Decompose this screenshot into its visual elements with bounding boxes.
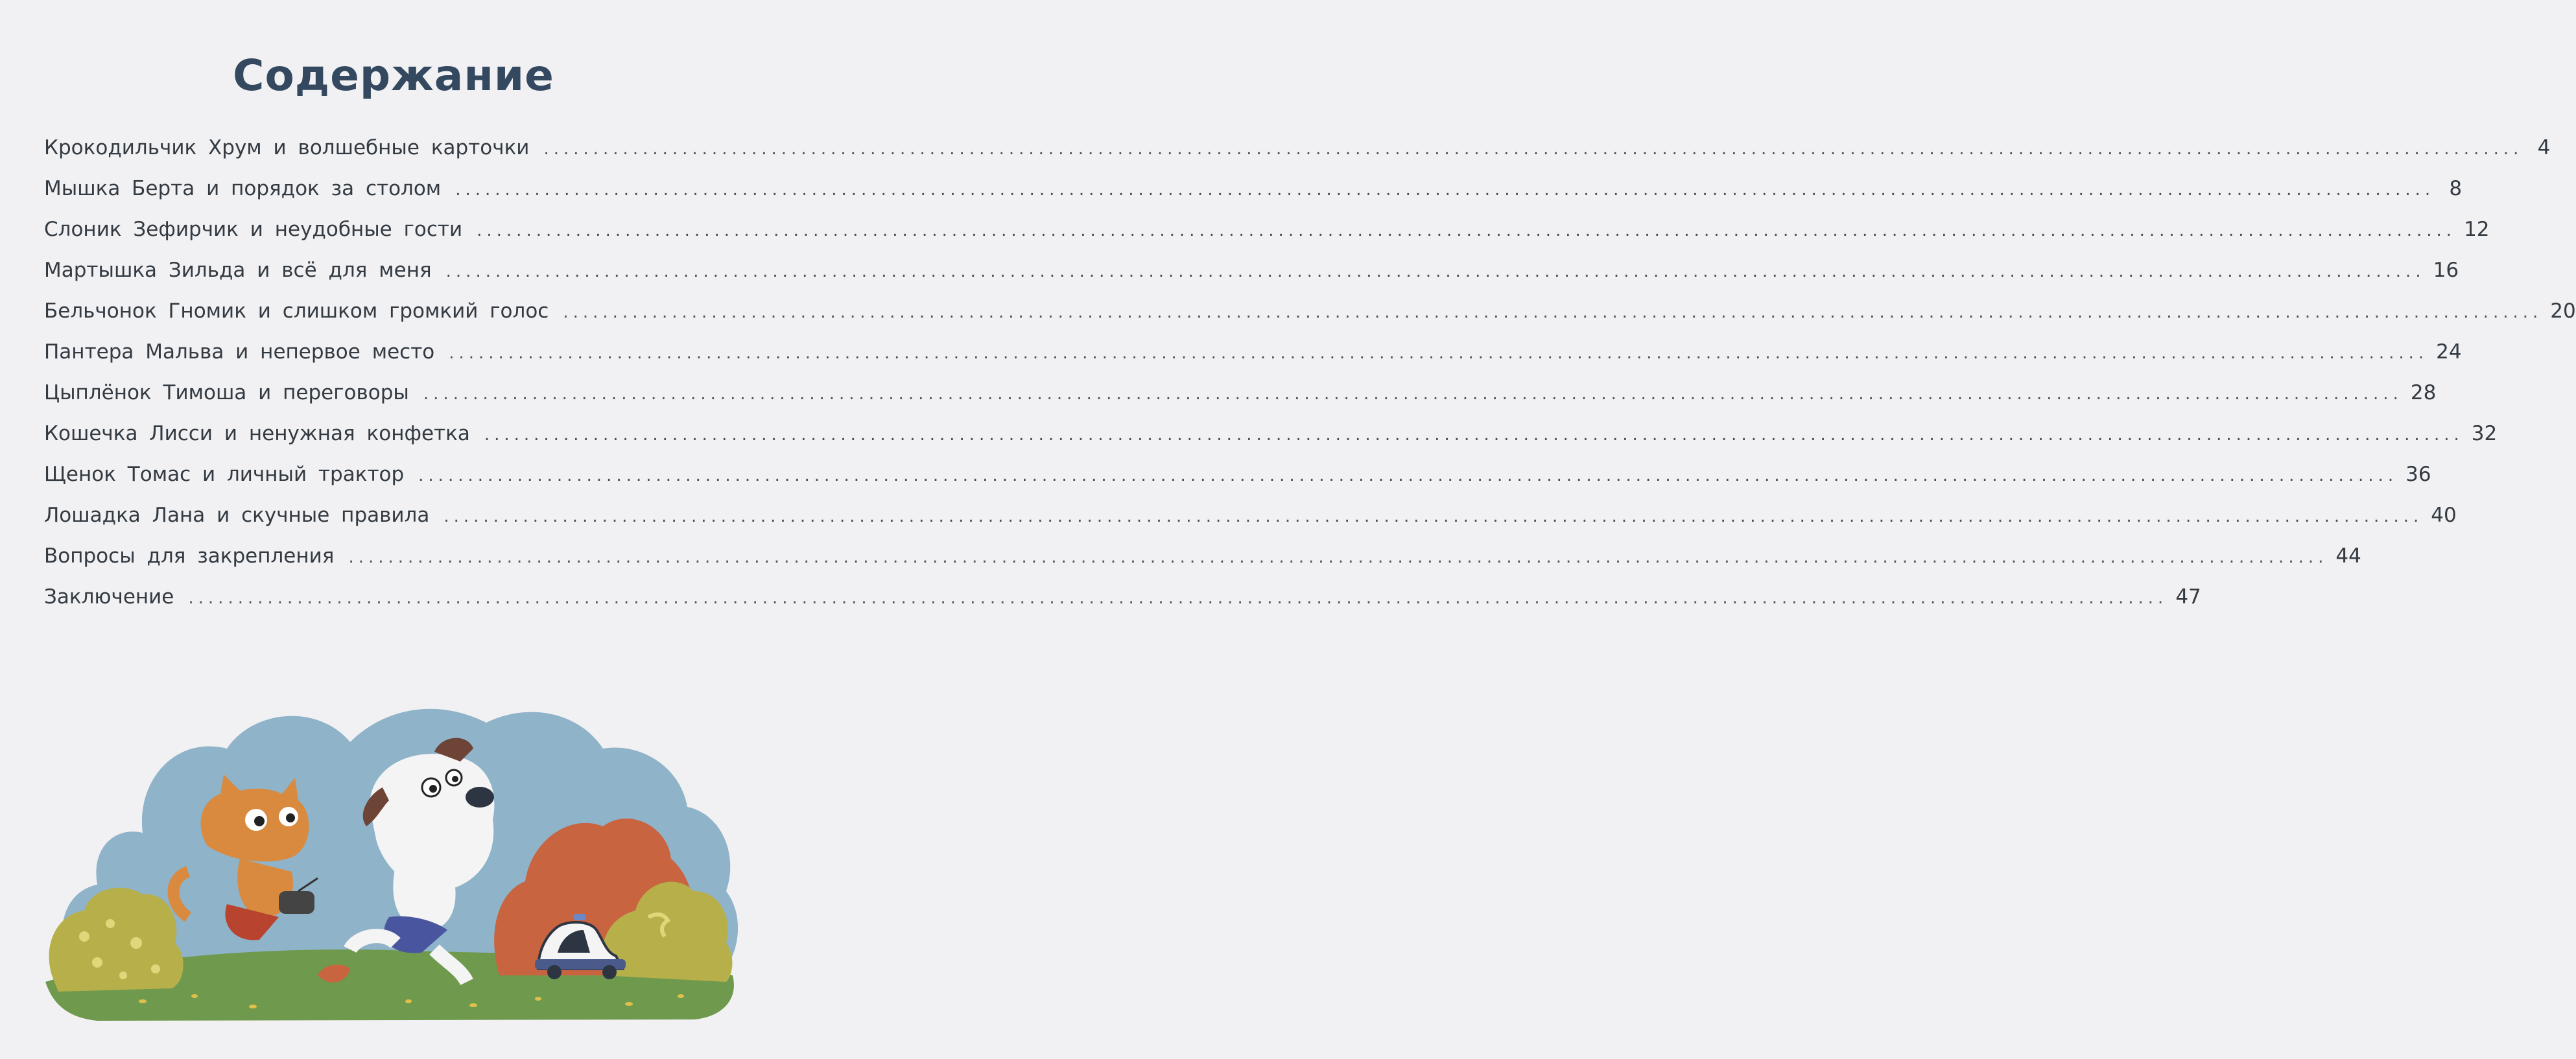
toc-entry-title: Крокодильчик Хрум и волшебные карточки (44, 136, 530, 159)
toc-entry-page: 44 (2335, 544, 2361, 568)
toc-entry (44, 504, 2457, 544)
toc-entry (44, 218, 2490, 259)
toc-entry-title: Щенок Томас и личный трактор (44, 463, 405, 486)
yellow-bush-left (49, 888, 183, 992)
page-title: Содержание (233, 51, 554, 100)
toc-entry (44, 422, 2498, 463)
toc-entry-page: 28 (2410, 381, 2437, 404)
toc-entry-title: Бельчонок Гномик и слишком громкий голос (44, 299, 549, 323)
toc-leader-dots: ........................................................................................................................................................................................................ (477, 221, 2457, 240)
toc-entry-title: Цыплёнок Тимоша и переговоры (44, 381, 409, 404)
toc-leader-dots: ........................................................................................................................................................................................................ (484, 425, 2464, 445)
toc-leader-dots: ........................................................................................................................................................................................................ (449, 343, 2429, 363)
toc-entry-page: 8 (2449, 177, 2463, 200)
toc-leader-dots: ........................................................................................................................................................................................................ (348, 548, 2328, 567)
cat-dog-chase-illustration (45, 697, 752, 1021)
toc-entry-page: 32 (2471, 422, 2498, 445)
toc-entry-page: 4 (2537, 136, 2551, 159)
toc-entry (44, 585, 2201, 626)
toc-entry-page: 16 (2433, 259, 2459, 282)
toc-entry (44, 136, 2551, 177)
toc-entry-title: Заключение (44, 585, 174, 609)
toc-entry-title: Мышка Берта и порядок за столом (44, 177, 442, 200)
toc-leader-dots: ........................................................................................................................................................................................................ (188, 588, 2168, 608)
toc-entry-page: 24 (2436, 340, 2462, 364)
toc-leader-dots: ........................................................................................................................................................................................................ (543, 139, 2523, 159)
toc-entry-title: Лошадка Лана и скучные правила (44, 504, 430, 527)
toc-entry (44, 544, 2361, 585)
table-of-contents (44, 136, 2576, 626)
toc-leader-dots: ........................................................................................................................................................................................................ (418, 466, 2398, 485)
toc-entry-page: 47 (2175, 585, 2201, 609)
toc-entry (44, 340, 2462, 381)
toc-entry-title: Слоник Зефирчик и неудобные гости (44, 218, 463, 241)
toc-entry (44, 299, 2576, 340)
toc-entry-title: Вопросы для закрепления (44, 544, 335, 568)
toc-leader-dots: ........................................................................................................................................................................................................ (423, 384, 2403, 404)
toc-entry-title: Пантера Мальва и непервое место (44, 340, 435, 364)
toc-leader-dots: ........................................................................................................................................................................................................ (443, 507, 2424, 526)
toc-entry-title: Мартышка Зильда и всё для меня (44, 259, 432, 282)
toc-entry-page: 20 (2550, 299, 2576, 323)
toc-entry-title: Кошечка Лисси и ненужная конфетка (44, 422, 470, 445)
toc-entry-page: 36 (2405, 463, 2431, 486)
toc-entry-page: 40 (2431, 504, 2457, 527)
toc-entry (44, 381, 2437, 422)
toc-entry (44, 259, 2459, 299)
toc-leader-dots: ........................................................................................................................................................................................................ (445, 262, 2426, 281)
toc-entry (44, 463, 2431, 504)
toc-leader-dots: ........................................................................................................................................................................................................ (455, 180, 2435, 200)
toc-leader-dots: ........................................................................................................................................................................................................ (563, 303, 2543, 322)
toc-entry-page: 12 (2464, 218, 2490, 241)
toc-entry (44, 177, 2463, 218)
